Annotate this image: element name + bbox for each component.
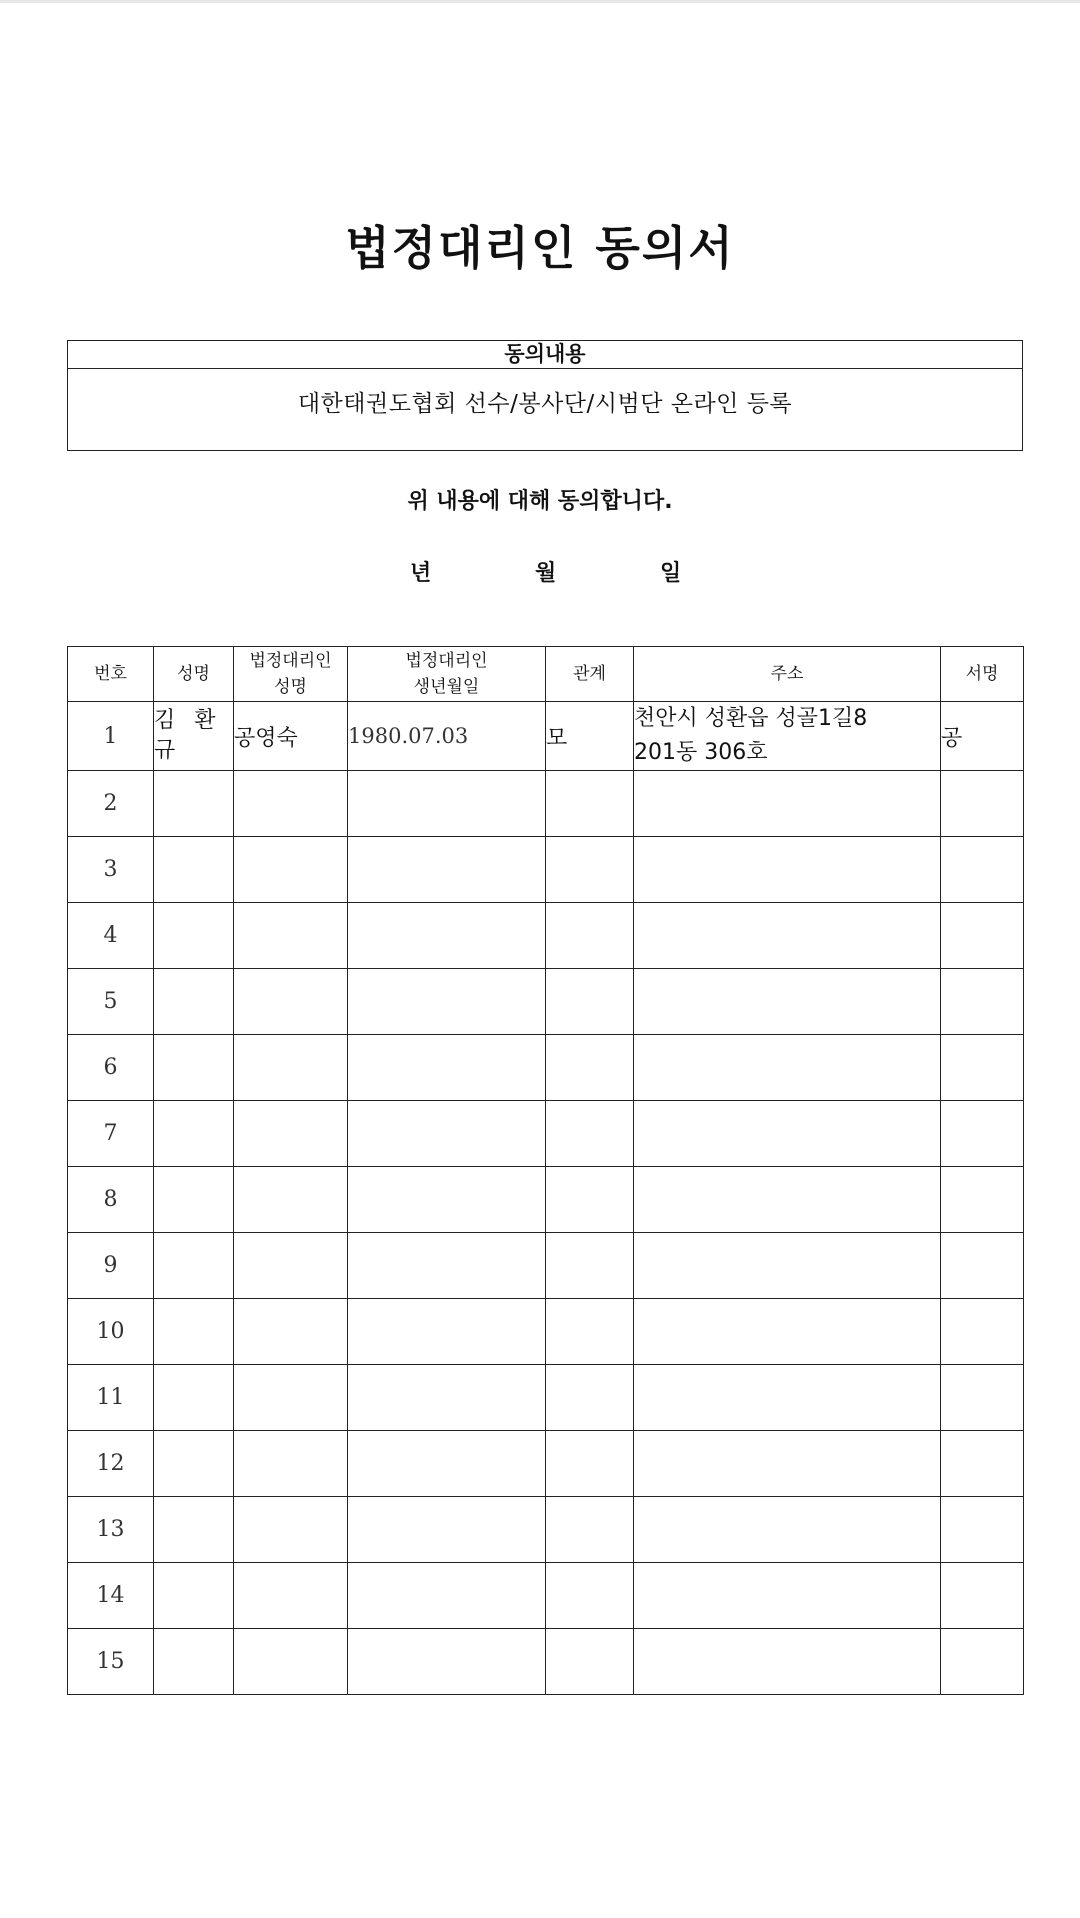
date-year-label: 년 [410, 561, 432, 586]
cell-relation[interactable]: 모 [546, 702, 634, 771]
cell-name[interactable] [154, 1431, 234, 1497]
cell-signature[interactable] [941, 969, 1024, 1035]
cell-guardian-name[interactable] [234, 1101, 348, 1167]
table-row [68, 1035, 1024, 1101]
cell-signature[interactable] [941, 1497, 1024, 1563]
cell-address[interactable] [634, 1431, 941, 1497]
cell-address[interactable] [634, 969, 941, 1035]
row-number: 15 [68, 1629, 154, 1695]
cell-name[interactable] [154, 771, 234, 837]
row-number: 7 [68, 1101, 154, 1167]
cell-guardian-name[interactable] [234, 1629, 348, 1695]
cell-name[interactable] [154, 702, 234, 771]
cell-guardian-dob[interactable] [348, 1101, 546, 1167]
table-row [68, 1629, 1024, 1695]
cell-name[interactable] [154, 1563, 234, 1629]
row-number: 11 [68, 1365, 154, 1431]
cell-name[interactable] [154, 837, 234, 903]
agree-statement: 위 내용에 대해 동의합니다. [407, 489, 673, 514]
cell-address[interactable] [634, 1167, 941, 1233]
cell-address[interactable] [634, 1629, 941, 1695]
header-guardian-name [234, 647, 348, 702]
row-number: 1 [68, 702, 154, 771]
cell-guardian-dob[interactable] [348, 1035, 546, 1101]
cell-name[interactable] [154, 1497, 234, 1563]
cell-guardian-name[interactable] [234, 1563, 348, 1629]
header-signature: 서명 [941, 647, 1024, 702]
cell-name[interactable] [154, 1365, 234, 1431]
cell-address[interactable] [634, 1101, 941, 1167]
cell-address[interactable] [634, 1365, 941, 1431]
table-row [68, 1299, 1024, 1365]
cell-address[interactable] [634, 702, 941, 771]
row-number: 5 [68, 969, 154, 1035]
cell-relation[interactable] [546, 903, 634, 969]
cell-relation[interactable] [546, 1167, 634, 1233]
table-row [68, 702, 1024, 771]
table-row [68, 1233, 1024, 1299]
header-address: 주소 [634, 647, 941, 702]
row-number: 12 [68, 1431, 154, 1497]
cell-guardian-name[interactable] [234, 1233, 348, 1299]
cell-address[interactable] [634, 903, 941, 969]
cell-signature[interactable] [941, 837, 1024, 903]
guardian-table [67, 646, 1024, 1695]
cell-relation[interactable] [546, 1365, 634, 1431]
cell-relation[interactable] [546, 1431, 634, 1497]
cell-address[interactable] [634, 1233, 941, 1299]
table-row [68, 1167, 1024, 1233]
cell-guardian-name[interactable]: 공영숙 [234, 702, 348, 771]
cell-name[interactable] [154, 1167, 234, 1233]
header-guardian-dob [348, 647, 546, 702]
header-guardian-name-line1: 법정대리인 [249, 651, 332, 671]
cell-guardian-dob[interactable]: 1980.07.03 [348, 702, 546, 771]
cell-signature[interactable] [941, 1035, 1024, 1101]
cell-address[interactable] [634, 771, 941, 837]
table-row [68, 1497, 1024, 1563]
cell-relation[interactable] [546, 1233, 634, 1299]
cell-guardian-dob[interactable] [348, 1563, 546, 1629]
cell-signature[interactable] [941, 903, 1024, 969]
row-number: 13 [68, 1497, 154, 1563]
table-row [68, 903, 1024, 969]
cell-name[interactable] [154, 903, 234, 969]
cell-guardian-name[interactable] [234, 1167, 348, 1233]
cell-relation[interactable] [546, 1629, 634, 1695]
cell-name[interactable] [154, 969, 234, 1035]
header-guardian-dob-line1: 법정대리인 [405, 651, 488, 671]
cell-guardian-name[interactable] [234, 1299, 348, 1365]
table-row [68, 969, 1024, 1035]
table-header-row [68, 647, 1024, 702]
cell-signature[interactable] [941, 1365, 1024, 1431]
cell-guardian-name[interactable] [234, 837, 348, 903]
cell-name-line: 규 [154, 738, 182, 763]
cell-signature[interactable] [941, 1431, 1024, 1497]
cell-guardian-name[interactable] [234, 1035, 348, 1101]
cell-relation[interactable] [546, 1035, 634, 1101]
page-top-border [0, 0, 1080, 3]
row-number: 4 [68, 903, 154, 969]
cell-guardian-dob[interactable] [348, 771, 546, 837]
cell-signature[interactable] [941, 1299, 1024, 1365]
table-row [68, 837, 1024, 903]
table-row [68, 1365, 1024, 1431]
cell-guardian-dob[interactable] [348, 1497, 546, 1563]
header-number: 번호 [68, 647, 154, 702]
cell-signature[interactable]: 공 [941, 702, 1024, 771]
cell-guardian-dob[interactable] [348, 903, 546, 969]
cell-relation[interactable] [546, 1299, 634, 1365]
document-title: 법정대리인 동의서 [345, 221, 735, 275]
cell-guardian-dob[interactable] [348, 1629, 546, 1695]
cell-address-line: 천안시 성환읍 성골1길8 [634, 706, 868, 731]
row-number: 14 [68, 1563, 154, 1629]
row-number: 8 [68, 1167, 154, 1233]
cell-address[interactable] [634, 1497, 941, 1563]
cell-address[interactable] [634, 1299, 941, 1365]
consent-box [67, 340, 1023, 451]
table-row [68, 1431, 1024, 1497]
table-row [68, 1563, 1024, 1629]
header-guardian-dob-line2: 생년월일 [413, 677, 480, 697]
cell-relation[interactable] [546, 1563, 634, 1629]
cell-name[interactable] [154, 1101, 234, 1167]
cell-guardian-name[interactable] [234, 1365, 348, 1431]
cell-guardian-dob[interactable] [348, 1365, 546, 1431]
row-number: 6 [68, 1035, 154, 1101]
cell-name[interactable] [154, 1629, 234, 1695]
cell-name[interactable] [154, 1035, 234, 1101]
cell-address[interactable] [634, 1563, 941, 1629]
cell-guardian-dob[interactable] [348, 1299, 546, 1365]
cell-signature[interactable] [941, 1167, 1024, 1233]
cell-address[interactable] [634, 1035, 941, 1101]
row-number: 3 [68, 837, 154, 903]
header-guardian-name-line2: 성명 [274, 677, 307, 697]
table-row [68, 771, 1024, 837]
cell-relation[interactable] [546, 1497, 634, 1563]
consent-header: 동의내용 [68, 341, 1022, 369]
row-number: 9 [68, 1233, 154, 1299]
cell-signature[interactable] [941, 771, 1024, 837]
cell-name-line: 김 환 [154, 708, 222, 733]
date-month-label: 월 [535, 561, 557, 586]
cell-guardian-dob[interactable] [348, 1233, 546, 1299]
cell-signature[interactable] [941, 1563, 1024, 1629]
cell-signature[interactable] [941, 1629, 1024, 1695]
header-relation: 관계 [546, 647, 634, 702]
cell-guardian-name[interactable] [234, 903, 348, 969]
row-number: 10 [68, 1299, 154, 1365]
row-number: 2 [68, 771, 154, 837]
table-row [68, 1101, 1024, 1167]
cell-name[interactable] [154, 1233, 234, 1299]
cell-guardian-name[interactable] [234, 771, 348, 837]
cell-guardian-dob[interactable] [348, 969, 546, 1035]
cell-guardian-name[interactable] [234, 969, 348, 1035]
cell-relation[interactable] [546, 969, 634, 1035]
date-day-label: 일 [660, 561, 682, 586]
cell-guardian-dob[interactable] [348, 1431, 546, 1497]
cell-signature[interactable] [941, 1101, 1024, 1167]
cell-relation[interactable] [546, 1101, 634, 1167]
cell-address-line: 201동 306호 [634, 740, 768, 765]
cell-address[interactable] [634, 837, 941, 903]
header-name: 성명 [154, 647, 234, 702]
cell-guardian-dob[interactable] [348, 1167, 546, 1233]
cell-relation[interactable] [546, 837, 634, 903]
cell-relation[interactable] [546, 771, 634, 837]
consent-content: 대한태권도협회 선수/봉사단/시범단 온라인 등록 [297, 391, 793, 417]
cell-guardian-dob[interactable] [348, 837, 546, 903]
cell-signature[interactable] [941, 1233, 1024, 1299]
cell-guardian-name[interactable] [234, 1431, 348, 1497]
cell-guardian-name[interactable] [234, 1497, 348, 1563]
cell-name[interactable] [154, 1299, 234, 1365]
